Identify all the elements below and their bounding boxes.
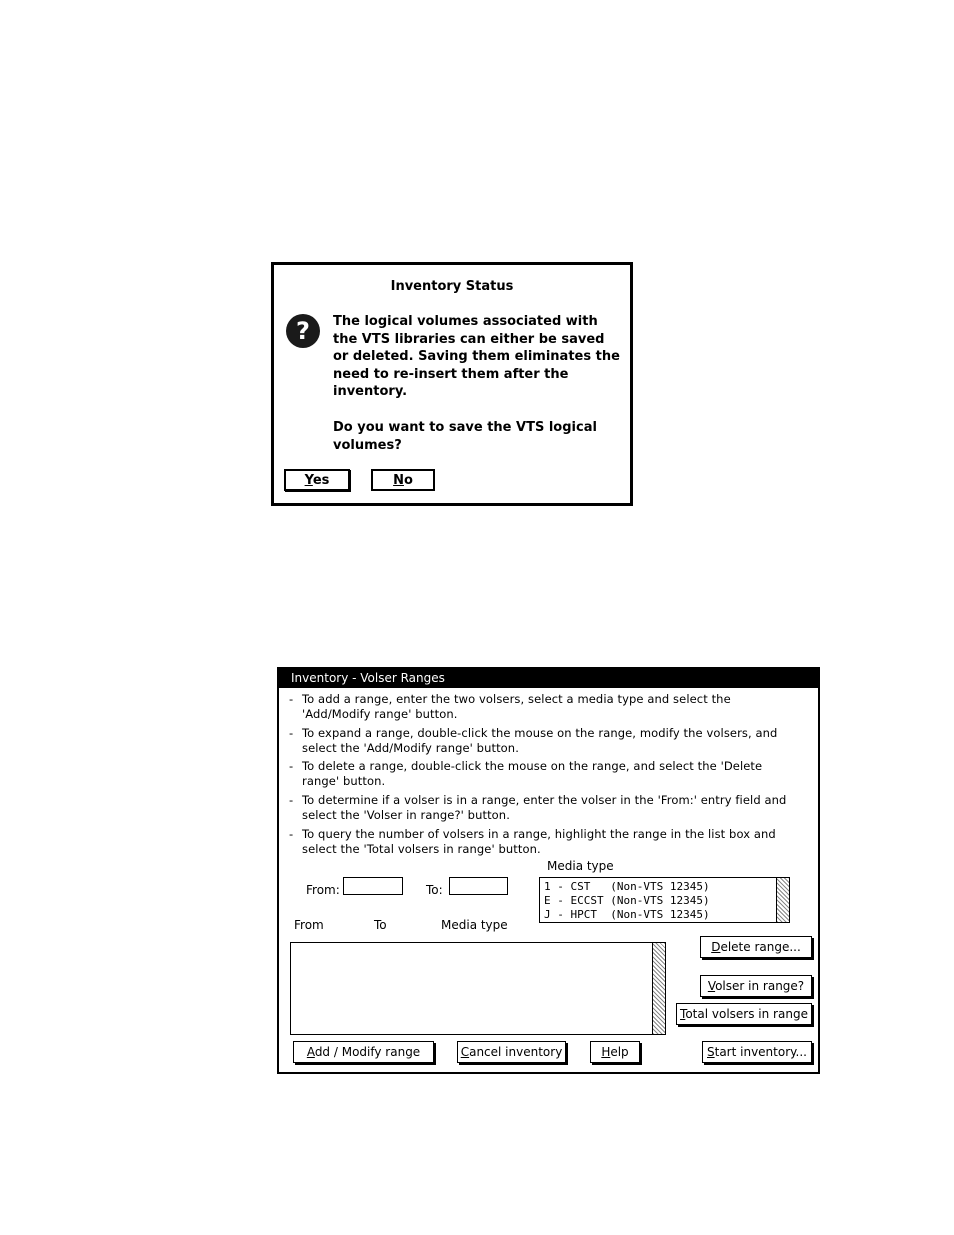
volser-in-range-button[interactable]: Volser in range? xyxy=(700,975,812,997)
question-line: volumes? xyxy=(333,437,402,453)
dialog-title: Inventory Status xyxy=(390,279,514,294)
total-volsers-button[interactable]: Total volsers in range xyxy=(676,1003,812,1025)
delete-range-button[interactable]: Delete range... xyxy=(700,936,812,958)
dialog-message xyxy=(333,313,623,401)
media-type-label: Media type xyxy=(547,859,614,873)
question-icon: ? xyxy=(286,314,320,348)
message-line: or deleted. Saving them eliminates the xyxy=(333,349,620,365)
instruction-item: - To delete a range, double-click the mouse on the range, and select the 'Delete range' button. xyxy=(289,759,763,788)
instruction-item: - To add a range, enter the two volsers, select a media type and select the 'Add/Modify range' button. xyxy=(289,692,731,721)
media-list-scrollbar[interactable] xyxy=(776,878,789,922)
add-modify-range-button[interactable]: Add / Modify range xyxy=(293,1041,434,1063)
message-line: inventory. xyxy=(333,384,408,400)
help-button[interactable]: Help xyxy=(590,1041,640,1063)
volser-ranges-dialog xyxy=(277,667,820,1074)
list-item[interactable]: E - ECCST (Non-VTS 12345) xyxy=(544,894,710,907)
media-type-list[interactable] xyxy=(539,877,790,923)
range-list-scrollbar[interactable] xyxy=(652,943,665,1034)
range-list[interactable] xyxy=(290,942,666,1035)
question-line: Do you want to save the VTS logical xyxy=(333,420,597,435)
dialog-question xyxy=(333,419,623,454)
cancel-inventory-button[interactable]: Cancel inventory xyxy=(457,1041,566,1063)
instruction-item: - To query the number of volsers in a range, highlight the range in the list box and select the 'Total volsers in range' button. xyxy=(289,827,776,856)
instruction-item: - To expand a range, double-click the mouse on the range, modify the volsers, and select the 'Add/Modify range' button. xyxy=(289,726,778,755)
message-line: The logical volumes associated with xyxy=(333,314,598,329)
yes-button[interactable]: Yes xyxy=(284,469,350,491)
to-label: To: xyxy=(426,883,443,897)
from-label: From: xyxy=(306,883,340,897)
column-header-from: From xyxy=(294,918,324,932)
inventory-status-dialog xyxy=(271,262,633,506)
to-input[interactable] xyxy=(449,877,508,895)
list-item[interactable]: J - HPCT (Non-VTS 12345) xyxy=(544,908,710,921)
message-line: need to re-insert them after the xyxy=(333,366,569,382)
from-input[interactable] xyxy=(343,877,403,895)
start-inventory-button[interactable]: Start inventory... xyxy=(702,1041,812,1063)
column-header-media-type: Media type xyxy=(441,918,508,932)
instruction-item: - To determine if a volser is in a range, enter the volser in the 'From:' entry field and select the 'Volser in range?' button. xyxy=(289,793,787,822)
column-header-to: To xyxy=(374,918,387,932)
no-button[interactable]: No xyxy=(371,469,435,491)
message-line: the VTS libraries can either be saved xyxy=(333,331,605,347)
window-title: Inventory - Volser Ranges xyxy=(279,669,818,688)
list-item[interactable]: 1 - CST (Non-VTS 12345) xyxy=(544,880,710,893)
